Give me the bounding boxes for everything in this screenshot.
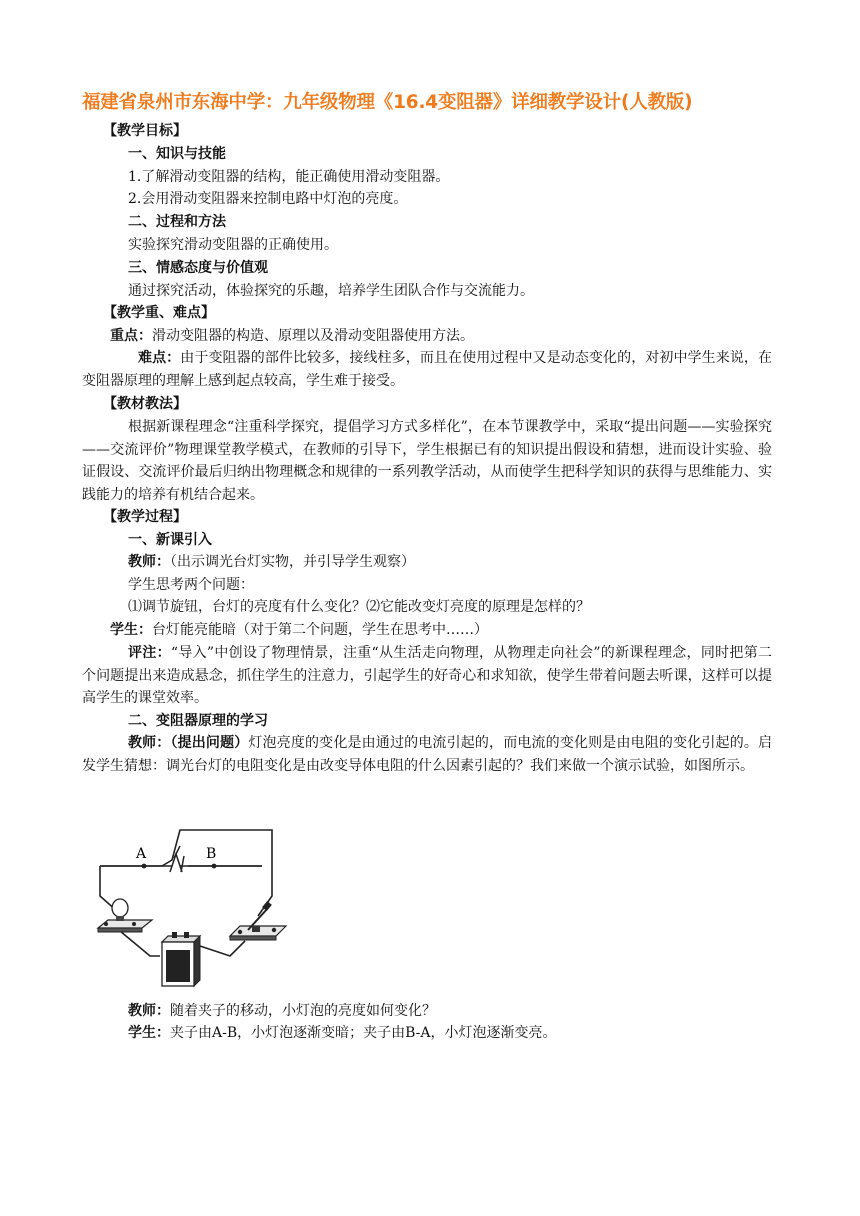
label-a: A	[136, 846, 147, 862]
point-a-marker	[142, 864, 147, 869]
process-heading: 【教学过程】	[103, 509, 187, 525]
intro-title: 一、新课引入	[128, 532, 212, 548]
difficulty-label: 难点：	[138, 350, 181, 366]
teacher-label: 教师：	[128, 554, 170, 570]
document-title: 福建省泉州市东海中学：九年级物理《16.4变阻器》详细教学设计(人教版)	[82, 92, 693, 113]
teacher-label-2: 教师：	[128, 735, 171, 751]
intro-comment-paragraph	[82, 642, 772, 710]
method-heading: 【教材教法】	[103, 396, 187, 412]
circuit-diagram	[80, 816, 290, 996]
key-point	[110, 325, 474, 347]
intro-teacher	[128, 551, 415, 573]
comment-label: 评注：	[128, 645, 171, 661]
student-label: 学生：	[110, 622, 152, 638]
key-point-text: 滑动变阻器的构造、原理以及滑动变阻器使用方法。	[152, 328, 474, 344]
point-b-marker	[212, 864, 217, 869]
bulb-icon	[98, 899, 152, 932]
difficulty-paragraph	[82, 347, 772, 392]
intro-teacher-text: （出示调光台灯实物，并引导学生观察）	[170, 554, 415, 570]
objective-item-1: 1.了解滑动变阻器的结构，能正确使用滑动变阻器。	[128, 169, 450, 185]
keypoints-heading: 【教学重、难点】	[103, 305, 215, 321]
principle-teacher-text: 灯泡亮度的变化是由通过的电流引起的，而电流的变化则是由电阻的变化引起的。启发学生猜想：调光台灯的电阻变化是由改变导体电阻的什么因素引起的？我们来做一个演示试验，如图所示。	[82, 735, 773, 774]
process-method-title: 二、过程和方法	[128, 214, 226, 230]
process-method-text: 实验探究滑动变阻器的正确使用。	[128, 237, 338, 253]
attitude-values-text: 通过探究活动，体验探究的乐趣，培养学生团队合作与交流能力。	[128, 283, 534, 299]
label-b: B	[206, 846, 217, 862]
battery-icon	[162, 932, 200, 986]
demo-student-text: 夹子由A-B，小灯泡逐渐变暗；夹子由B-A，小灯泡逐渐变亮。	[170, 1025, 557, 1041]
intro-student	[110, 619, 488, 641]
intro-comment-text: “导入”中创设了物理情景，注重“从生活走向物理，从物理走向社会”的新课程理念，同时把第二个问题提出来造成悬念，抓住学生的注意力，引起学生的好奇心和求知欲，使学生带着问题去听课，这样可以提高学生的课堂效率。	[82, 645, 772, 706]
teacher-label-3: 教师：	[128, 1003, 170, 1019]
knowledge-skills-title: 一、知识与技能	[128, 146, 226, 162]
demo-teacher	[128, 1000, 436, 1022]
principle-paragraph	[82, 732, 772, 777]
intro-think: 学生思考两个问题：	[128, 577, 254, 593]
intro-student-text: 台灯能亮能暗（对于第二个问题，学生在思考中……）	[152, 622, 488, 638]
demo-student	[128, 1022, 557, 1044]
student-label-2: 学生：	[128, 1025, 170, 1041]
intro-questions: ⑴调节旋钮，台灯的亮度有什么变化？⑵它能改变灯亮度的原理是怎样的？	[128, 599, 590, 615]
key-point-label: 重点：	[110, 328, 152, 344]
demo-teacher-text: 随着夹子的移动，小灯泡的亮度如何变化？	[170, 1003, 436, 1019]
objective-item-2: 2.会用滑动变阻器来控制电路中灯泡的亮度。	[128, 191, 408, 207]
switch-icon	[230, 901, 286, 940]
raise-question-label: （提出问题）	[170, 735, 249, 751]
difficulty-text: 由于变阻器的部件比较多，接线柱多，而且在使用过程中又是动态变化的，对初中学生来说，在变阻器原理的理解上感到起点较高，学生难于接受。	[82, 350, 773, 389]
principle-title: 二、变阻器原理的学习	[128, 713, 268, 729]
attitude-values-title: 三、情感态度与价值观	[128, 260, 268, 276]
objectives-heading: 【教学目标】	[103, 123, 187, 139]
method-paragraph: 根据新课程理念“注重科学探究，提倡学习方式多样化”，在本节课教学中，采取“提出问题——实验探究——交流评价”物理课堂教学模式，在教师的引导下，学生根据已有的知识提出假设和猜想，进而设计实验、验证假设、交流评价最后归纳出物理概念和规律的一系列教学活动，从而使学生把科学知识的获得与思维能力、实践能力的培养有机结合起来。	[82, 419, 772, 503]
